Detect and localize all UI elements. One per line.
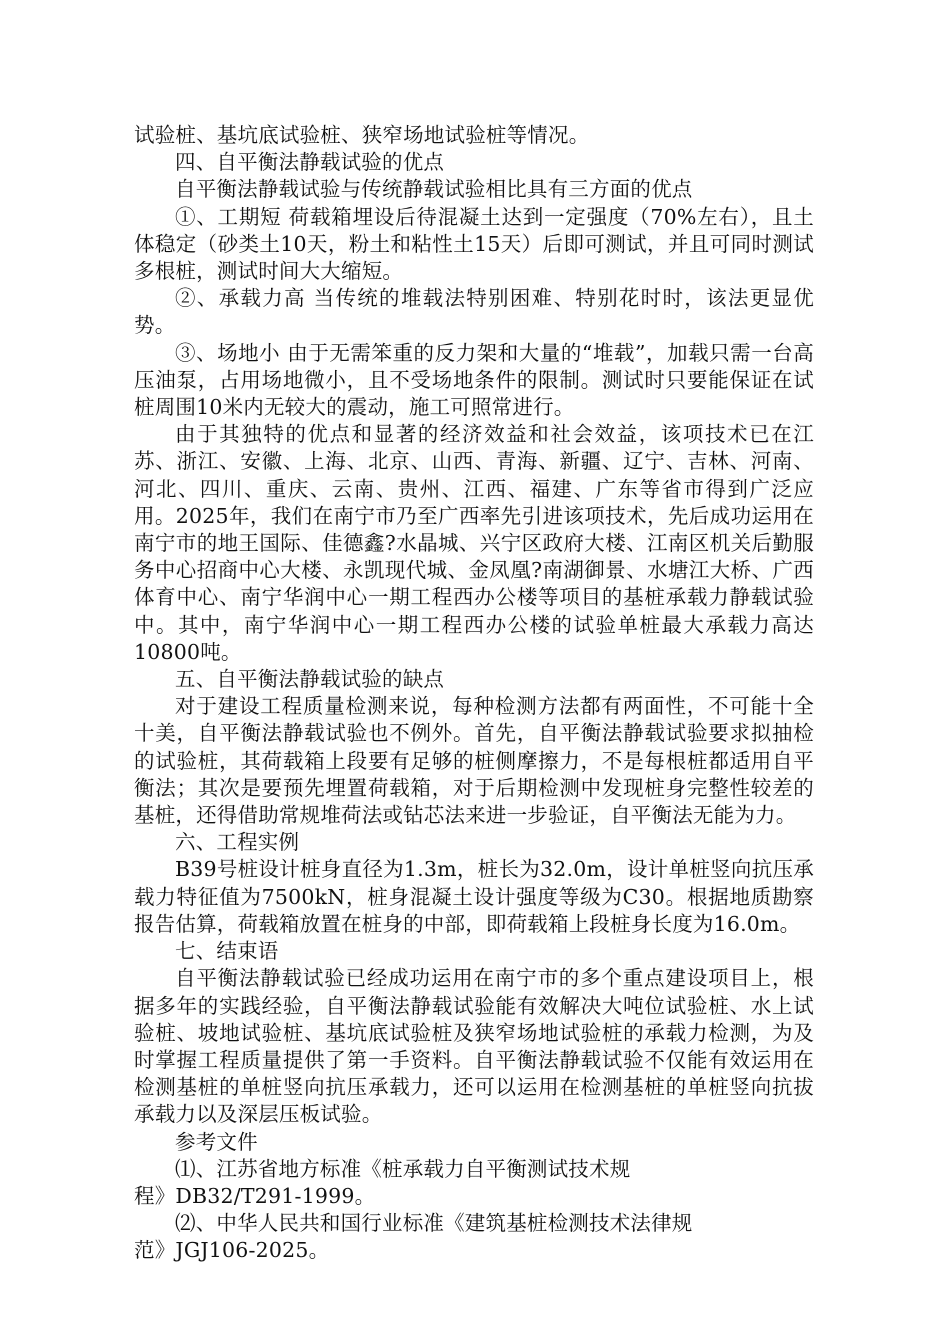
reference-2 <box>134 1210 814 1264</box>
para-advantage-3: ③、场地小 由于无需笨重的反力架和大量的“堆载”，加载只需一台高压油泵，占用场地微小，且不受场地条件的限制。测试时只要能保证在试桩周围10米内无较大的震动，施工可照常进行。 <box>134 340 814 420</box>
para-example: B39号桩设计桩身直径为1.3m，桩长为32.0m，设计单桩竖向抗压承载力特征值为7500kN，桩身混凝土设计强度等级为C30。根据地质勘察报告估算，荷载箱放置在桩身的中部，即荷载箱上段桩身长度为16.0m。 <box>134 857 814 936</box>
reference-2-line-2: 范》JGJ106-2025。 <box>134 1238 330 1263</box>
reference-1 <box>134 1156 814 1210</box>
section-heading-references: 参考文件 <box>175 1129 258 1154</box>
section-heading-conclusion: 七、结束语 <box>175 939 279 964</box>
para-disadvantages: 对于建设工程质量检测来说，每种检测方法都有两面性，不可能十全十美，自平衡法静载试验也不例外。首先，自平衡法静载试验要求拟抽检的试验桩，其荷载箱上段要有足够的桩侧摩擦力，不是每根桩都适用自平衡法；其次是要预先埋置荷载箱，对于后期检测中发现桩身完整性较差的基桩，还得借助常规堆荷法或钻芯法来进一步验证，自平衡法无能为力。 <box>134 694 814 828</box>
section-heading-advantages: 四、自平衡法静载试验的优点 <box>175 150 445 175</box>
section-heading-disadvantages: 五、自平衡法静载试验的缺点 <box>175 667 445 692</box>
para-conclusion: 自平衡法静载试验已经成功运用在南宁市的多个重点建设项目上，根据多年的实践经验，自平衡法静载试验能有效解决大吨位试验桩、水上试验桩、坡地试验桩、基坑底试验桩及狭窄场地试验桩的承载力检测，为及时掌握工程质量提供了第一手资料。自平衡法静载试验不仅能有效运用在检测基桩的单桩竖向抗压承载力，还可以运用在检测基桩的单桩竖向抗拔承载力以及深层压板试验。 <box>134 966 814 1127</box>
section-heading-example: 六、工程实例 <box>175 830 300 855</box>
para-advantage-2: ②、承载力高 当传统的堆载法特别困难、特别花时时，该法更显优势。 <box>134 286 814 338</box>
document-page <box>134 122 814 1265</box>
para-application: 由于其独特的优点和显著的经济效益和社会效益，该项技术已在江苏、浙江、安徽、上海、北京、山西、青海、新疆、辽宁、吉林、河南、河北、四川、重庆、云南、贵州、江西、福建、广东等省市得到广泛应用。2025年，我们在南宁市乃至广西率先引进该项技术，先后成功运用在南宁市的地王国际、佳德鑫?水晶城、兴宁区政府大楼、江南区机关后勤服务中心招商中心大楼、永凯现代城、金凤凰?南湖御景、水塘江大桥、广西体育中心、南宁华润中心一期工程西办公楼等项目的基桩承载力静载试验中。其中，南宁华润中心一期工程西办公楼的试验单桩最大承载力高达10800吨。 <box>134 422 814 664</box>
para-advantage-1: ①、工期短 荷载箱埋设后待混凝土达到一定强度（70%左右），且土体稳定（砂类土10天，粉土和粘性土15天）后即可测试，并且可同时测试多根桩，测试时间大大缩短。 <box>134 204 814 284</box>
para-advantages-intro: 自平衡法静载试验与传统静载试验相比具有三方面的优点 <box>175 177 693 202</box>
reference-1-line-2: 程》DB32/T291-1999。 <box>134 1183 376 1208</box>
reference-1-line-1: ⑴、江苏省地方标准《桩承载力自平衡测试技术规 <box>175 1156 631 1181</box>
para-continuation: 试验桩、基坑底试验桩、狭窄场地试验桩等情况。 <box>134 123 590 147</box>
reference-2-line-1: ⑵、中华人民共和国行业标准《建筑基桩检测技术法律规 <box>175 1211 693 1236</box>
